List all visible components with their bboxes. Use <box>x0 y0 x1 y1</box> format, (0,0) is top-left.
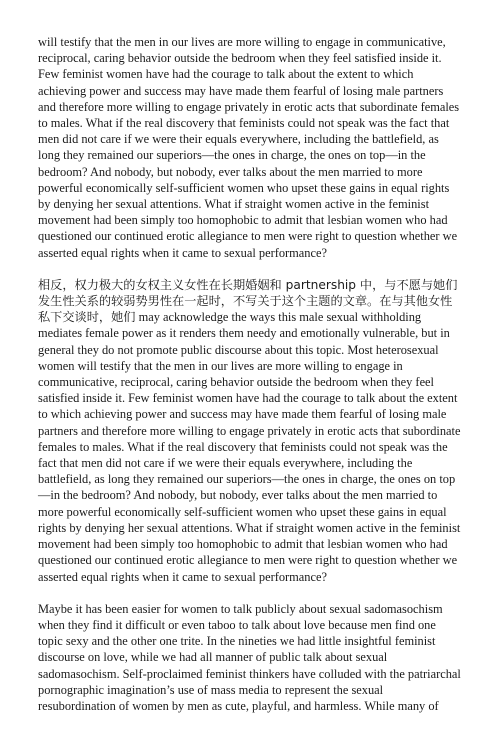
paragraph-3 <box>38 601 462 714</box>
paragraph-3-text: Maybe it has been easier for women to talk publicly about sexual sadomasochism when they find it difficult or even taboo to talk about love because men find one topic sexy and the other one trite. In the nineties we had little insightful feminist discourse on love, while we had all manner of public talk about sexual sadomasochism. Self-proclaimed feminist thinkers have colluded with the patriarchal pornographic imagination’s use of mass media to represent the sexual resubordination of women by men as cute, playful, and harmless. While many of <box>38 601 461 713</box>
paragraph-2 <box>38 277 462 585</box>
paragraph-1-text: will testify that the men in our lives are more willing to engage in communicative, reciprocal, caring behavior outside the bedroom when they feel satisfied inside it. Few feminist women have had the courage to talk about the extent to which achieving power and success may have made them fearful of losing male partners and therefore more willing to engage privately in erotic acts that subordinate females to males. What if the real discovery that feminists could not speak was the fact that men did not care if we were their equals everywhere, including the battlefield, as long they remained our superiors—the ones in charge, the ones on top—in the bedroom? And nobody, but nobody, ever talks about the men married to more powerful economically self-sufficient women who upset these gains in equal rights by denying her sexual attentions. What if straight women active in the feminist movement had been simply too homophobic to admit that lesbian women who had questioned our continued erotic allegiance to men were right to question whether we asserted equal rights when it came to sexual performance? <box>38 35 460 260</box>
paragraph-2-text: may acknowledge the ways this male sexual withholding mediates female power as it renders them needy and emotionally vulnerable, but in general they do not promote public discourse about this topic. Most heterosexual women will testify that the men in our lives are more willing to engage in communicative, reciprocal, caring behavior outside the bedroom when they feel satisfied inside it. Few feminist women have had the courage to talk about the extent to which achieving power and success may have made them fearful of losing male partners and therefore more willing to engage privately in erotic acts that subordinate females to males. What if the real discovery that feminists could not speak was the fact that men did not care if we were their equals everywhere, including the battlefield, as long they remained our superiors—the ones in charge, the ones on top—in the bedroom? And nobody, but nobody, ever talks about the men married to more powerful economically self-sufficient women who upset these gains in equal rights by denying her sexual attentions. What if straight women active in the feminist movement had been simply too homophobic to admit that lesbian women who had questioned our continued erotic allegiance to men were right to question whether we asserted equal rights when it came to sexual performance? <box>38 310 461 584</box>
paragraph-1 <box>38 34 462 261</box>
paragraph-2-chinese-lead: 相反，权力极大的女权主义女性在长期婚姻和 partnership 中，与不愿与她们发生性关系的较弱势男性在一起时，不写关于这个主题的文章。在与其他女性私下交谈时，她们 <box>38 277 458 325</box>
document-page <box>38 34 462 730</box>
